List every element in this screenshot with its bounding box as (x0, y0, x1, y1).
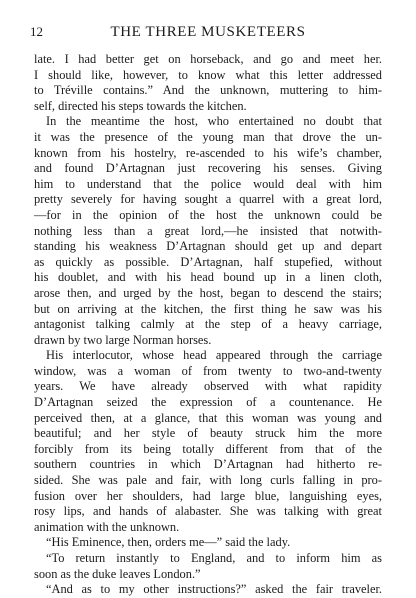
text-line: fusion over her shoulders, had large blue, languishing eyes, (34, 488, 382, 503)
text-line: sided. She was pale and fair, with long curls falling in pro- (34, 473, 382, 488)
page-header (30, 24, 386, 42)
text-line: but on arriving at the kitchen, the first thing he saw was his (34, 301, 382, 316)
text-line: pretty severely for having sought a quarrel with a great lord, (34, 192, 382, 207)
text-line: I should like, however, to know what this letter addressed (34, 67, 382, 82)
text-line: years. We have already observed with what rapidity (34, 379, 382, 394)
text-line: drawn by two large Norman horses. (34, 332, 212, 347)
text-line: forcibly from its being totally different from that of the (34, 441, 382, 456)
text-line: perceived then, at a glance, that this woman was young and (34, 410, 382, 425)
text-line: as quickly as possible. D’Artagnan, half stupefied, without (34, 254, 382, 269)
text-line: arose then, and urged by the host, began to descend the stairs; (34, 285, 382, 300)
text-line: window, was a woman of from twenty to two-and-twenty (34, 363, 382, 378)
text-line: His interlocutor, whose head appeared through the carriage (46, 348, 382, 363)
text-line: nothing less than a great lord,—he insisted that notwith- (34, 223, 382, 238)
text-line: “And as to my other instructions?” asked the fair traveler. (46, 582, 382, 597)
text-line: “To return instantly to England, and to inform him as (46, 551, 382, 565)
text-line: his doublet, and with his head bound up in a linen cloth, (34, 270, 382, 285)
text-line: him to understand that the police would deal with him (34, 176, 382, 191)
running-title: THE THREE MUSKETEERS (110, 24, 306, 40)
text-line: beautiful; and her style of beauty struck him the more (34, 426, 382, 441)
text-line: In the meantime the host, who entertained no doubt that (46, 114, 382, 129)
text-line: to Tréville contains.” And the unknown, muttering to him- (34, 83, 382, 98)
text-line: and found D’Artagnan just recovering his senses. Giving (34, 161, 382, 176)
text-line: animation with the unknown. (34, 519, 180, 534)
text-line: rosy lips, and hands of alabaster. She was talking with great (34, 504, 382, 519)
text-line: known from his hostelry, re-ascended to his wife’s chamber, (34, 145, 382, 160)
text-line: “His Eminence, then, orders me—” said the lady. (46, 535, 291, 550)
page-number: 12 (30, 24, 43, 39)
text-line: southern countries in which D’Artagnan had hitherto re- (34, 457, 382, 472)
text-line: —for in the opinion of the host the unknown could be (34, 207, 382, 222)
text-line: self, directed his steps towards the kitchen. (34, 98, 247, 113)
text-line: soon as the duke leaves London.” (34, 566, 201, 581)
text-line: D’Artagnan seized the expression of a countenance. He (34, 395, 382, 410)
body-text (34, 52, 382, 598)
text-line: late. I had better get on horseback, and go and meet her. (34, 52, 382, 66)
text-line: standing his weakness D’Artagnan should get up and depart (34, 239, 382, 254)
text-line: antagonist talking calmly at the step of a heavy carriage, (34, 317, 382, 332)
text-line: it was the presence of the young man that drove the un- (34, 129, 382, 144)
